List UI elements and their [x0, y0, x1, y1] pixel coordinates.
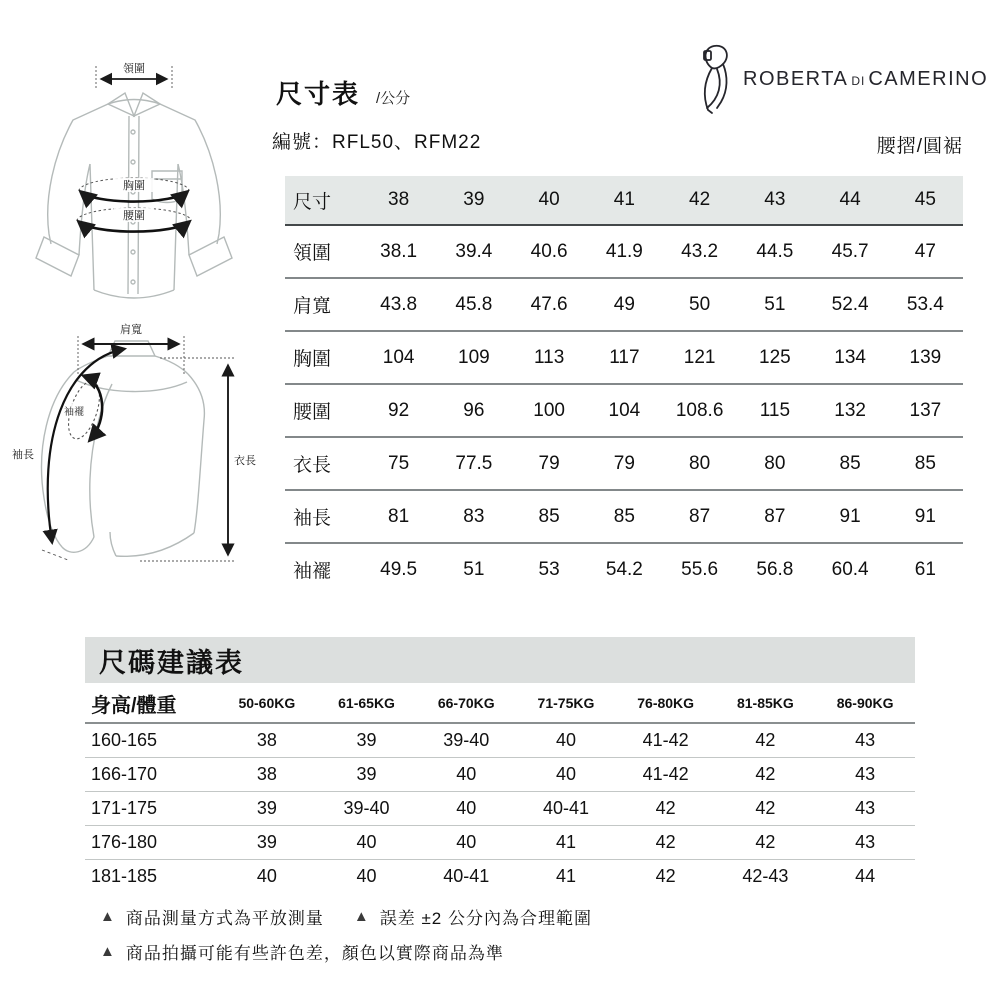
cell: 39 — [317, 758, 417, 792]
shirt-back-outline — [42, 341, 205, 556]
note-color — [100, 939, 504, 964]
cell: 40 — [416, 826, 516, 860]
table-row — [85, 860, 915, 894]
cell: 38.1 — [361, 225, 436, 278]
cell: 115 — [737, 384, 812, 437]
height-label: 160-165 — [85, 723, 217, 758]
cell: 39 — [217, 826, 317, 860]
cell: 79 — [587, 437, 662, 490]
note-text: 誤差 ±2 公分內為合理範圍 — [379, 909, 592, 928]
cell: 40-41 — [516, 792, 616, 826]
cell: 80 — [662, 437, 737, 490]
row-label: 衣長 — [285, 437, 361, 490]
table-row — [85, 758, 915, 792]
cell: 40 — [256, 866, 277, 886]
weight-header: 76-80KG — [616, 684, 716, 723]
shirt-front-illustration — [28, 58, 240, 310]
weight-header: 86-90KG — [815, 684, 915, 723]
brand-ribbon-icon — [695, 42, 735, 116]
cell: 125 — [737, 331, 812, 384]
shoulder-label: 肩寬 — [120, 324, 142, 336]
cell: 81 — [361, 490, 436, 543]
size-header-value: 43 — [737, 176, 812, 225]
cell: 41 — [516, 826, 616, 860]
size-table-header-row — [285, 176, 963, 225]
table-row — [85, 792, 915, 826]
row-label: 領圍 — [285, 225, 361, 278]
triangle-bullet-icon: ▲ — [353, 908, 370, 925]
table-row — [285, 331, 963, 384]
cell: 49 — [587, 278, 662, 331]
cuff-label: 袖襬 — [64, 407, 84, 418]
cell: 40.6 — [512, 225, 587, 278]
cell: 87 — [662, 490, 737, 543]
cell: 39 — [317, 723, 417, 758]
length-label: 衣長 — [234, 455, 256, 467]
sleeve-measure-annotation — [12, 349, 124, 560]
cell: 61 — [914, 558, 936, 580]
cell: 60.4 — [831, 558, 869, 580]
row-label: 袖長 — [285, 490, 361, 543]
cell: 104 — [587, 384, 662, 437]
cell: 42 — [616, 826, 716, 860]
cell: 39-40 — [416, 723, 516, 758]
header — [276, 74, 410, 111]
weight-header: 66-70KG — [416, 684, 516, 723]
sleeve-label: 袖長 — [12, 449, 34, 461]
cell: 42 — [716, 792, 816, 826]
cell: 77.5 — [436, 437, 511, 490]
recommend-table — [85, 684, 915, 893]
cell: 47 — [888, 225, 963, 278]
row-label: 袖襬 — [293, 561, 332, 582]
cell: 85 — [813, 437, 888, 490]
weight-header: 71-75KG — [516, 684, 616, 723]
shoulder-measure-annotation — [78, 322, 184, 376]
cell: 117 — [587, 331, 662, 384]
recommend-header-row — [85, 684, 915, 723]
height-label: 171-175 — [85, 792, 217, 826]
cell: 40 — [516, 723, 616, 758]
weight-header: 50-60KG — [217, 684, 317, 723]
cell: 45.7 — [813, 225, 888, 278]
shirt-back-illustration — [8, 318, 258, 584]
cell: 40 — [516, 758, 616, 792]
cell: 83 — [436, 490, 511, 543]
cell: 53.4 — [888, 278, 963, 331]
cell: 40-41 — [443, 866, 490, 886]
model-number: 編號：RFL50、RFM22 — [272, 132, 482, 153]
cell: 43 — [815, 723, 915, 758]
cell: 91 — [888, 490, 963, 543]
triangle-bullet-icon: ▲ — [100, 943, 116, 960]
chest-label: 胸圍 — [123, 180, 145, 192]
cell: 44.5 — [737, 225, 812, 278]
cell: 108.6 — [662, 384, 737, 437]
cell: 43 — [815, 792, 915, 826]
height-label: 176-180 — [85, 826, 217, 860]
cell: 42 — [616, 792, 716, 826]
triangle-bullet-icon: ▲ — [100, 908, 116, 925]
table-row — [285, 437, 963, 490]
brand-logo — [695, 42, 988, 116]
cell: 113 — [512, 331, 587, 384]
table-row — [85, 723, 915, 758]
cell: 85 — [888, 437, 963, 490]
unit-label: /公分 — [376, 90, 411, 107]
cell: 79 — [512, 437, 587, 490]
chest-measure-annotation — [79, 178, 189, 202]
cell: 41-42 — [616, 758, 716, 792]
waist-label: 腰圍 — [123, 210, 145, 222]
note-text: 商品拍攝可能有些許色差，顏色以實際商品為準 — [125, 944, 504, 963]
cell: 38 — [217, 723, 317, 758]
page-title: 尺寸表 — [276, 79, 361, 109]
cell: 100 — [512, 384, 587, 437]
cell: 109 — [436, 331, 511, 384]
recommend-table-title-band — [85, 637, 915, 683]
cell: 39.4 — [436, 225, 511, 278]
note-text: 商品測量方式為平放測量 — [125, 909, 324, 928]
cell: 85 — [512, 490, 587, 543]
note-measurement — [100, 904, 324, 929]
waist-measure-annotation — [77, 208, 191, 232]
cell: 38 — [217, 758, 317, 792]
cell: 43 — [815, 826, 915, 860]
size-header-value: 40 — [512, 176, 587, 225]
height-label: 181-185 — [91, 866, 158, 886]
collar-label: 領圍 — [123, 63, 145, 75]
size-header-value: 41 — [587, 176, 662, 225]
size-header-label: 尺寸 — [285, 176, 361, 225]
cell: 42-43 — [742, 866, 789, 886]
cell: 55.6 — [681, 558, 719, 580]
table-row — [285, 278, 963, 331]
notes-line-2 — [100, 939, 504, 964]
size-header-value: 42 — [662, 176, 737, 225]
cell: 56.8 — [756, 558, 794, 580]
cell: 43 — [815, 758, 915, 792]
table-row — [285, 490, 963, 543]
cell: 47.6 — [512, 278, 587, 331]
cell: 41 — [555, 866, 576, 886]
brand-name: ROBERTA DI CAMERINO — [743, 67, 989, 90]
recommend-table-title: 尺碼建議表 — [99, 647, 244, 678]
cell: 51 — [737, 278, 812, 331]
cell: 42 — [716, 758, 816, 792]
cell: 104 — [361, 331, 436, 384]
recommend-header-label: 身高/體重 — [85, 684, 217, 723]
cell: 96 — [436, 384, 511, 437]
notes-line-1 — [100, 904, 592, 929]
cell: 75 — [361, 437, 436, 490]
cell: 132 — [813, 384, 888, 437]
cell: 40 — [416, 792, 516, 826]
weight-header: 81-85KG — [716, 684, 816, 723]
cell: 87 — [737, 490, 812, 543]
cell: 91 — [813, 490, 888, 543]
height-label: 166-170 — [85, 758, 217, 792]
table-row — [285, 384, 963, 437]
cell: 39 — [217, 792, 317, 826]
cell: 54.2 — [605, 558, 643, 580]
cell: 40 — [416, 758, 516, 792]
cell: 51 — [463, 558, 485, 580]
weight-header: 61-65KG — [317, 684, 417, 723]
size-header-value: 38 — [361, 176, 436, 225]
cell: 50 — [662, 278, 737, 331]
cell: 121 — [662, 331, 737, 384]
table-row — [85, 826, 915, 860]
cell: 42 — [716, 723, 816, 758]
cell: 41.9 — [587, 225, 662, 278]
cell: 42 — [655, 866, 676, 886]
cell: 134 — [813, 331, 888, 384]
cell: 44 — [855, 866, 876, 886]
cell: 49.5 — [380, 558, 418, 580]
cell: 41-42 — [616, 723, 716, 758]
size-header-value: 44 — [813, 176, 888, 225]
cell: 39-40 — [317, 792, 417, 826]
cell: 92 — [361, 384, 436, 437]
cell: 80 — [737, 437, 812, 490]
cell: 137 — [888, 384, 963, 437]
cell: 40 — [317, 826, 417, 860]
cell: 85 — [587, 490, 662, 543]
cell: 52.4 — [813, 278, 888, 331]
size-header-value: 45 — [888, 176, 963, 225]
cell: 40 — [356, 866, 377, 886]
row-label: 胸圍 — [285, 331, 361, 384]
cell: 43.2 — [662, 225, 737, 278]
table-row — [285, 543, 963, 595]
cell: 139 — [888, 331, 963, 384]
size-table — [285, 176, 963, 595]
row-label: 腰圍 — [285, 384, 361, 437]
row-label: 肩寬 — [285, 278, 361, 331]
cell: 53 — [538, 558, 560, 580]
cell: 45.8 — [436, 278, 511, 331]
note-tolerance — [354, 904, 592, 929]
table-row — [285, 225, 963, 278]
collar-measure-annotation — [96, 62, 172, 88]
cell: 43.8 — [361, 278, 436, 331]
shirt-front-outline — [36, 93, 232, 298]
size-header-value: 39 — [436, 176, 511, 225]
cell: 42 — [716, 826, 816, 860]
style-tag: 腰摺/圓裾 — [876, 136, 963, 157]
